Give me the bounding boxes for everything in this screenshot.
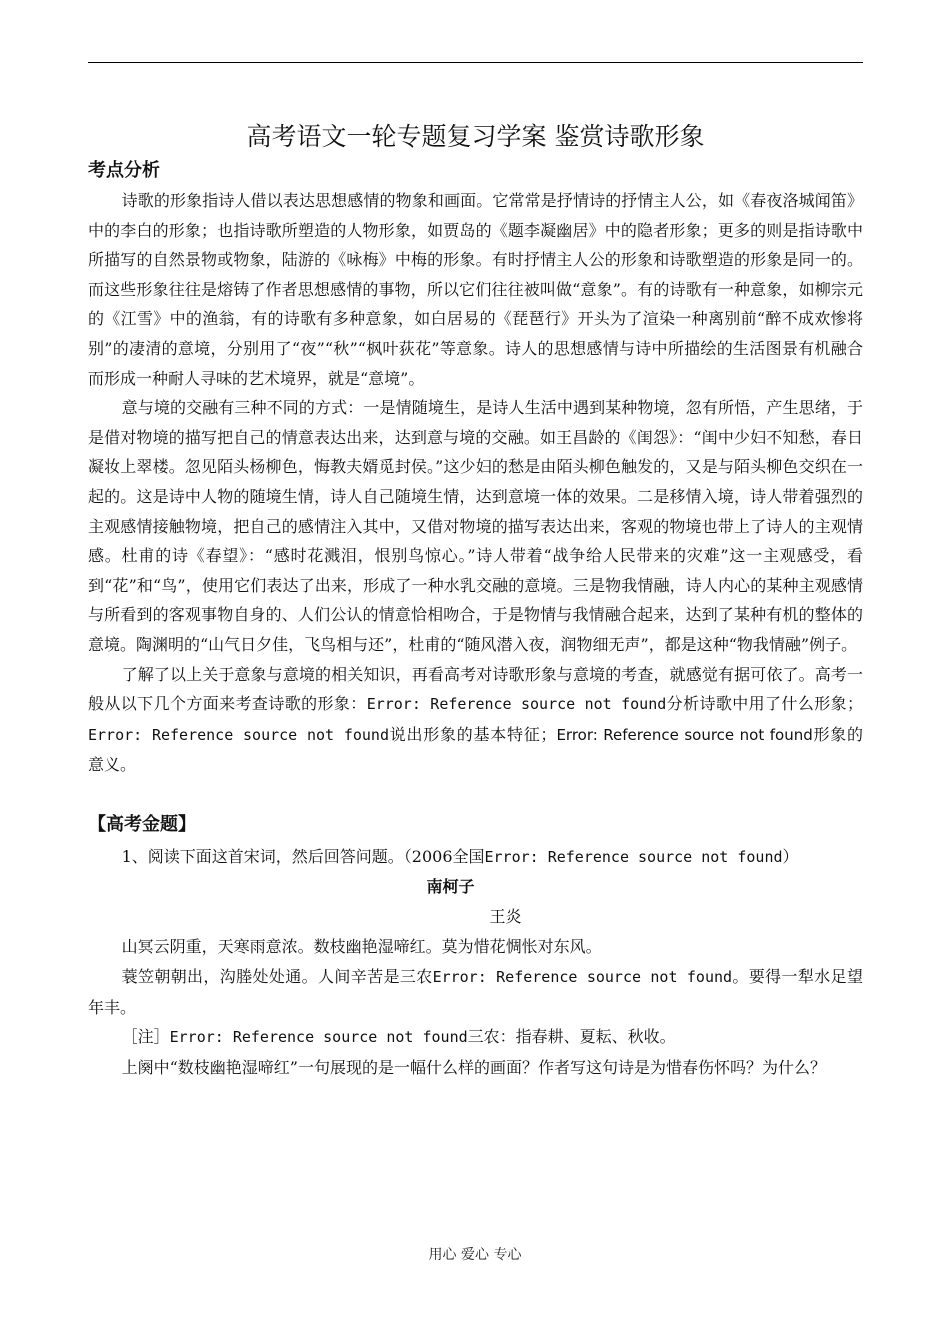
- page-footer: 用心 爱心 专心: [428, 1247, 522, 1263]
- poem-line-2: [88, 962, 863, 1022]
- spacer: [88, 780, 863, 808]
- text-span: 蓑笠朝朝出，沟塍处处通。人间辛苦是三农: [121, 967, 433, 987]
- text-span: 了解了以上关于意象与意境的相关知识，再看高考对诗歌形象与意境的考查，就感觉有据可依了。高考一般从以下几个方面来考查诗歌的形象：: [88, 664, 863, 714]
- reference-error: Error: Reference source not found: [556, 725, 813, 744]
- section-heading-analysis: 考点分析: [88, 160, 160, 181]
- paragraph-exam-aspects: [88, 660, 863, 780]
- text-span: 说出形象的基本特征；: [389, 724, 557, 744]
- text-span: 三农：指春耕、夏耘、秋收。: [467, 1027, 676, 1047]
- text-span: ）: [782, 846, 799, 866]
- reference-error: Error: Reference source not found: [366, 695, 667, 714]
- text-span: 1、阅读下面这首宋词，然后回答问题。（2006全国: [121, 846, 485, 866]
- poem-author: 王炎: [489, 907, 522, 927]
- poem-note: [88, 1022, 863, 1053]
- reference-error: Error: Reference source not found: [432, 968, 733, 987]
- paragraph-fusion-methods: 意与境的交融有三种不同的方式：一是情随境生，是诗人生活中遇到某种物境，忽有所悟，产生思绪，于是借对物境的描写把自己的情意表达出来，达到意与境的交融。如王昌龄的《闺怨》：“闺中少妇不知愁，春日凝妆上翠楼。忽见陌头杨柳色，悔教夫婿觅封侯。”这少妇的愁是由陌头柳色触发的，又是与陌头柳色交织在一起的。这是诗中人物的随境生情，诗人自己随境生情，达到意境一体的效果。二是移情入境，诗人带着强烈的主观感情接触物境，把自己的感情注入其中，又借对物境的描写表达出来，客观的物境也带上了诗人的主观情感。杜甫的诗《春望》：“感时花溅泪，恨别鸟惊心。”诗人带着“战争给人民带来的灾难”这一主观感受，看到“花”和“鸟”，使用它们表达了出来，形成了一种水乳交融的意境。三是物我情融，诗人内心的某种主观感情与所看到的客观事物自身的、人们公认的情意恰相吻合，于是物情与我情融合起来，达到了某种有机的整体的意境。陶渊明的“山气日夕佳，飞鸟相与还”，杜甫的“随风潜入夜，润物细无声”，都是这种“物我情融”例子。: [88, 398, 863, 654]
- section-heading-exam: 【高考金题】: [88, 813, 196, 835]
- header-rule: [88, 62, 863, 63]
- text-span: 形象的意义。: [88, 724, 863, 775]
- text-span: 分析诗歌中用了什么形象；: [666, 694, 863, 714]
- paragraph-image-definition: 诗歌的形象指诗人借以表达思想感情的物象和画面。它常常是抒情诗的抒情主人公，如《春夜洛城闻笛》中的李白的形象；也指诗歌所塑造的人物形象，如贾岛的《题李凝幽居》中的隐者形象；更多的则是指诗歌中所描写的自然景物或物象，陆游的《咏梅》中梅的形象。有时抒情主人公的形象和诗歌塑造的形象是同一的。而这些形象往往是熔铸了作者思想感情的事物，所以它们往往被叫做“意象”。有的诗歌有一种意象，如柳宗元的《江雪》中的渔翁，有的诗歌有多种意象，如白居易的《琵琶行》开头为了渲染一种离别前“醉不成欢惨将别”的凄清的意境，分别用了“夜”“秋”“枫叶荻花”等意象。诗人的思想感情与诗中所描绘的生活图景有机融合而形成一种耐人寻味的艺术境界，就是“意境”。: [88, 191, 863, 388]
- question-text: 上阕中“数枝幽艳湿啼红”一句展现的是一幅什么样的画面？作者写这句诗是为惜春伤怀吗？为什么？: [121, 1057, 826, 1077]
- question-intro: [88, 842, 863, 873]
- text-span: 。要得一犁水足望年丰。: [88, 967, 863, 1017]
- reference-error: Error: Reference source not found: [484, 847, 783, 866]
- poem-title: 南柯子: [426, 877, 475, 897]
- reference-error: Error: Reference source not found: [169, 1028, 468, 1047]
- page-title: 高考语文一轮专题复习学案 鉴赏诗歌形象: [246, 122, 705, 151]
- poem-line-1: 山冥云阴重，天寒雨意浓。数枝幽艳湿啼红。莫为惜花惆怅对东风。: [121, 937, 602, 957]
- text-span: ［注］: [121, 1027, 170, 1047]
- document-body: [88, 118, 863, 1082]
- reference-error: Error: Reference source not found: [88, 725, 389, 744]
